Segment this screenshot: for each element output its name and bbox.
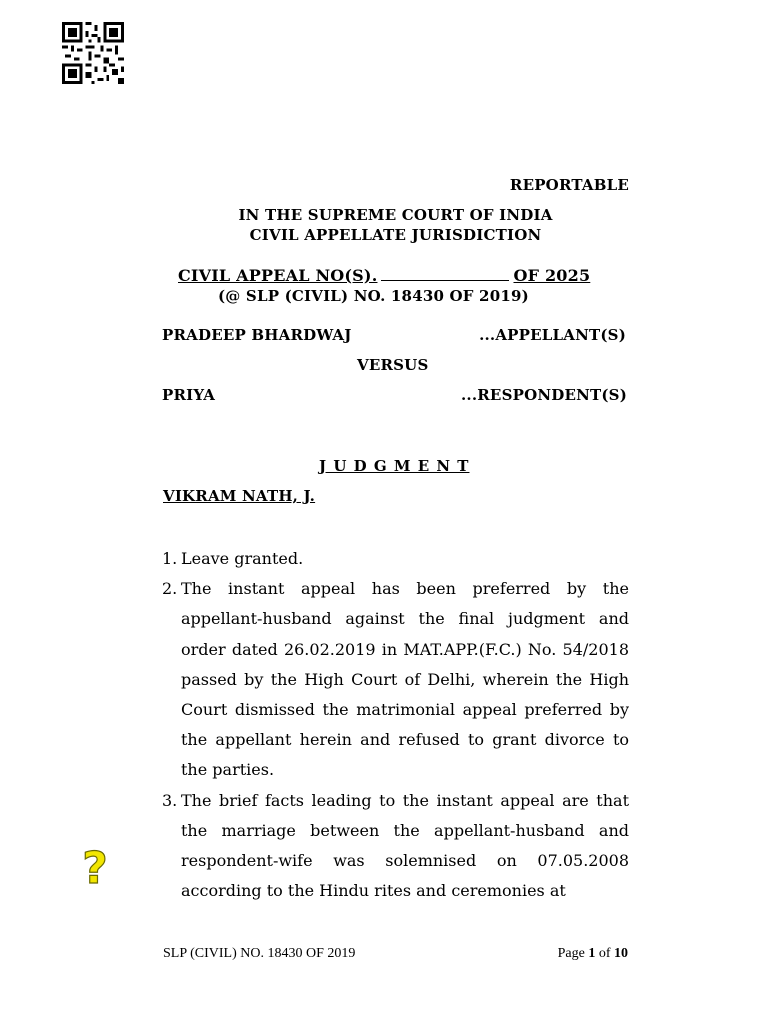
respondent-name: PRIYA (162, 386, 216, 404)
appellant-name: PRADEEP BHARDWAJ (162, 326, 352, 344)
paragraph-text: Leave granted. (181, 549, 304, 568)
appellant-role: ...APPELLANT(S) (479, 326, 626, 344)
judgment-paragraphs (162, 544, 629, 906)
court-name: IN THE SUPREME COURT OF INDIA (238, 206, 553, 224)
paragraph-item (162, 574, 629, 785)
slp-number: (@ SLP (CIVIL) NO. 18430 OF 2019) (218, 287, 529, 305)
judge-name: VIKRAM NATH, J. (163, 487, 316, 505)
paragraph-item (162, 544, 629, 574)
svg-text:?: ? (82, 843, 108, 891)
judgment-title: J U D G M E N T (319, 457, 470, 475)
versus-label: VERSUS (357, 356, 429, 374)
page-total: 10 (614, 946, 628, 961)
paragraph-text: The instant appeal has been preferred by the appellant-husband against the final judgment and order dated 26.02.2019 in MAT.APP.(F.C.) No. 54/2018 passed by the High Court of Delhi, wherein the High Court dismissed the matrimonial appeal preferred by the appellant herein and refused to grant divorce to the parties. (181, 579, 629, 780)
paragraph-number: 3. (162, 790, 178, 810)
page-label: Page (557, 946, 585, 961)
qr-code-icon (62, 22, 124, 84)
paragraph-number: 1. (162, 549, 178, 568)
appeal-number-blank (381, 268, 509, 281)
page-current: 1 (588, 946, 596, 961)
appeal-suffix: OF 2025 (513, 266, 591, 285)
reportable-label: REPORTABLE (509, 176, 629, 194)
footer-case-ref: SLP (CIVIL) NO. 18430 OF 2019 (163, 946, 356, 961)
paragraph-item (162, 786, 629, 907)
page-indicator (558, 946, 628, 962)
question-mark-icon[interactable] (80, 843, 110, 891)
appeal-number-line (178, 266, 590, 285)
respondent-role: ...RESPONDENT(S) (461, 386, 627, 404)
paragraph-number: 2. (162, 579, 178, 599)
paragraph-text: The brief facts leading to the instant appeal are that the marriage between the appellant-husband and respondent-wife was solemnised on 07.05.2008 according to the Hindu rites and ceremonies at (181, 790, 629, 901)
page-of: of (598, 946, 611, 961)
appeal-prefix: CIVIL APPEAL NO(S). (178, 266, 378, 285)
jurisdiction: CIVIL APPELLATE JURISDICTION (249, 226, 542, 244)
